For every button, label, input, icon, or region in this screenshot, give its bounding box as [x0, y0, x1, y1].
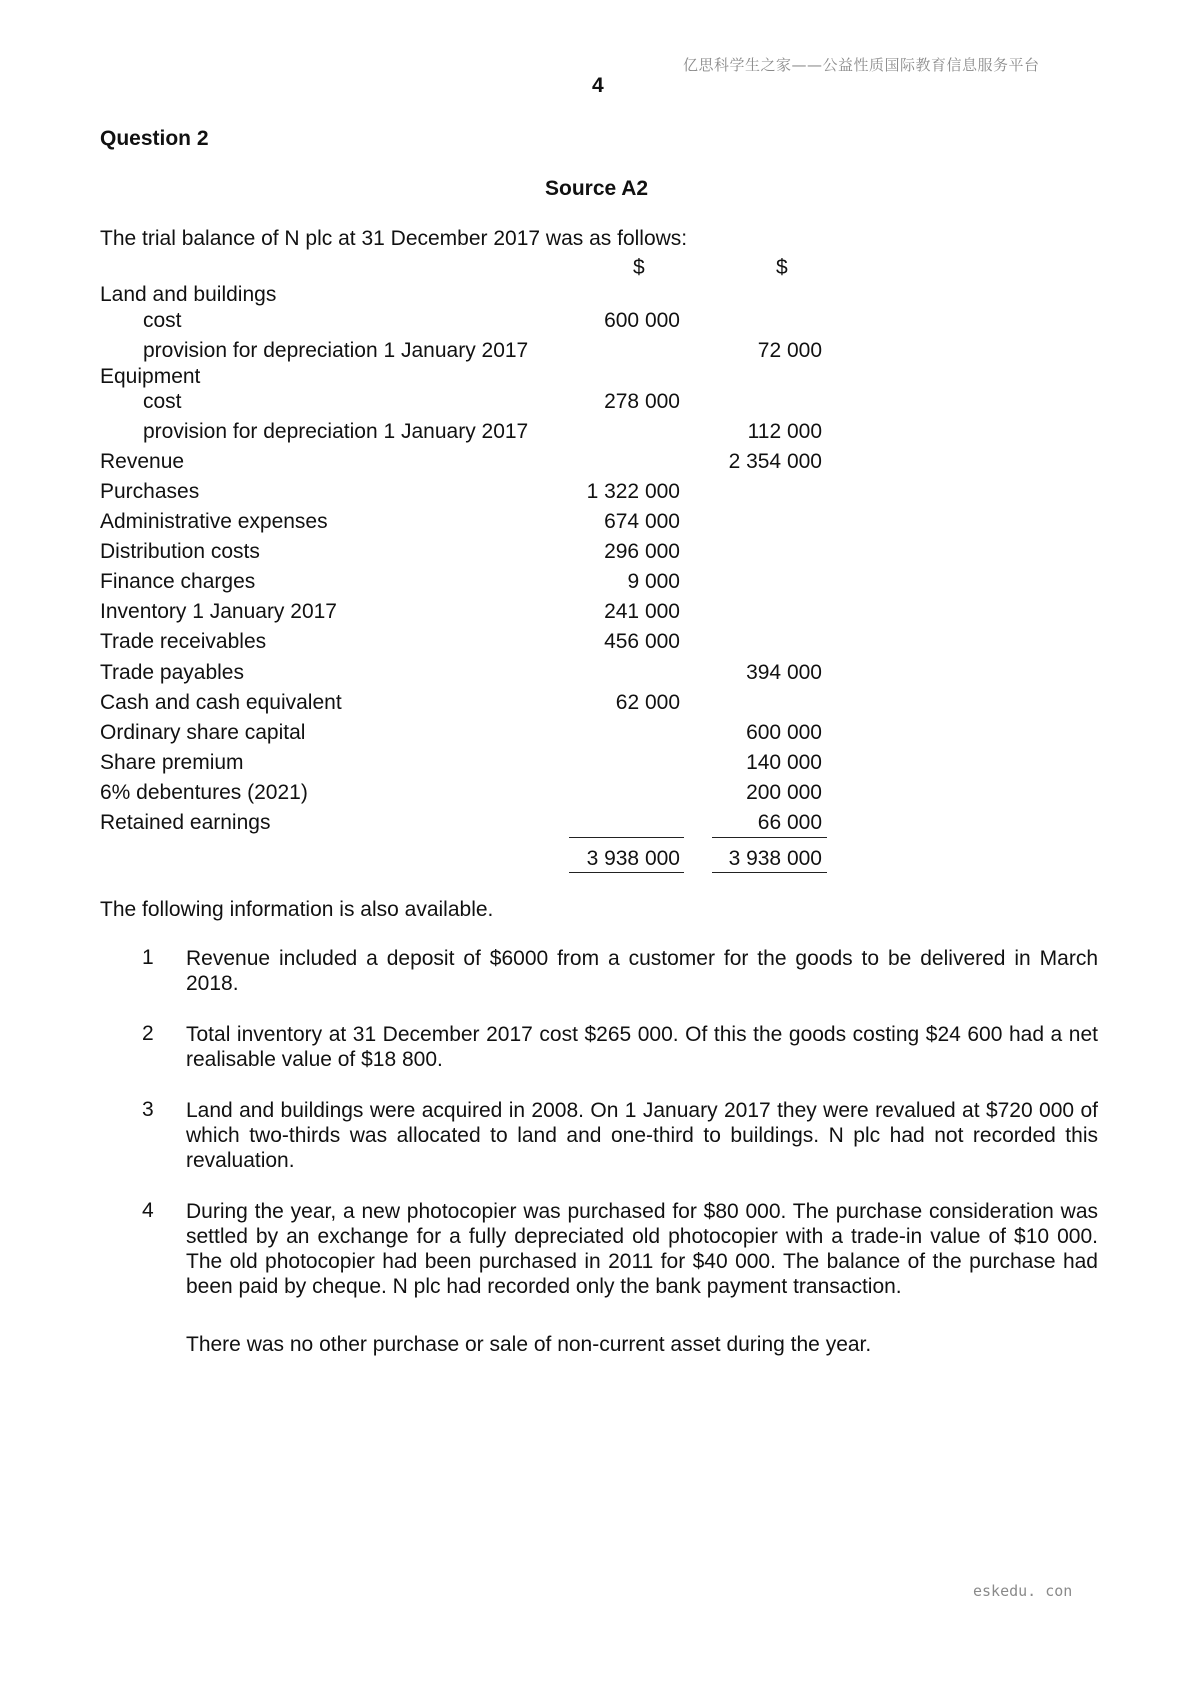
account-label: Inventory 1 January 2017	[100, 600, 337, 623]
account-label: Trade payables	[100, 661, 244, 684]
closing-note: There was no other purchase or sale of non-current asset during the year.	[186, 1333, 872, 1356]
note-text: During the year, a new photocopier was purchased for $80 000. The purchase consideration was settled by an exchange for a fully depreciated old photocopier with a trade-in value of $10 000. The old photocopier had been purchased in 2011 for $40 000. The balance of the purchase had been paid by cheque. N plc had recorded only the bank payment transaction.	[186, 1200, 1098, 1298]
intro-text: The trial balance of N plc at 31 December 2017 was as follows:	[100, 227, 688, 250]
trial-balance-row	[100, 661, 830, 687]
debit-amount: 674 000	[604, 510, 680, 533]
page-number: 4	[592, 74, 604, 97]
debit-amount: 296 000	[604, 540, 680, 563]
account-label: Administrative expenses	[100, 510, 328, 533]
trial-balance-row	[100, 339, 830, 365]
credit-amount: 2 354 000	[728, 450, 822, 473]
trial-balance-row	[100, 420, 830, 446]
account-label: Purchases	[100, 480, 200, 503]
credit-total-rule	[712, 872, 827, 873]
debit-amount: 600 000	[604, 309, 680, 332]
trial-balance-row	[100, 365, 830, 391]
account-label: Equipment	[100, 365, 201, 388]
question-title: Question 2	[100, 127, 209, 150]
credit-amount: 112 000	[747, 420, 822, 443]
totals-row	[100, 847, 830, 873]
account-label: 6% debentures (2021)	[100, 781, 308, 804]
credit-subtotal-rule	[712, 837, 827, 838]
account-label: cost	[143, 309, 182, 332]
account-label: Share premium	[100, 751, 244, 774]
credit-amount: 394 000	[746, 661, 822, 684]
watermark-bottom: eskedu. con	[973, 1582, 1073, 1600]
trial-balance-row	[100, 480, 830, 506]
account-label: Ordinary share capital	[100, 721, 306, 744]
note-text: Total inventory at 31 December 2017 cost $265 000. Of this the goods costing $24 600 had a net realisable value of $18 800.	[186, 1023, 1098, 1071]
trial-balance-row	[100, 721, 830, 747]
credit-amount: 600 000	[746, 721, 822, 744]
trial-balance-row	[100, 811, 830, 837]
trial-balance-row	[100, 600, 830, 626]
account-label: Trade receivables	[100, 630, 267, 653]
credit-total: 3 938 000	[728, 847, 822, 870]
debit-amount: 241 000	[604, 600, 680, 623]
source-title: Source A2	[545, 177, 649, 200]
trial-balance-row	[100, 390, 830, 416]
credit-amount: 140 000	[746, 751, 822, 774]
trial-balance-row	[100, 691, 830, 717]
trial-balance-row	[100, 751, 830, 777]
account-label: Revenue	[100, 450, 185, 473]
trial-balance-row	[100, 510, 830, 536]
account-label: provision for depreciation 1 January 2017	[143, 420, 529, 443]
credit-amount: 72 000	[757, 339, 822, 362]
watermark-top: 亿思科学生之家——公益性质国际教育信息服务平台	[683, 56, 1040, 74]
debit-amount: 62 000	[615, 691, 680, 714]
note-number: 4	[142, 1199, 154, 1222]
note-number: 3	[142, 1098, 154, 1121]
note-number: 2	[142, 1022, 154, 1045]
credit-amount: 200 000	[746, 781, 822, 804]
debit-subtotal-rule	[569, 837, 684, 838]
account-label: Cash and cash equivalent	[100, 691, 342, 714]
also-available-text: The following information is also available.	[100, 898, 494, 921]
trial-balance-row	[100, 309, 830, 335]
trial-balance-row	[100, 283, 830, 309]
debit-currency-header: $	[633, 256, 645, 279]
credit-currency-header: $	[776, 256, 788, 279]
note-number: 1	[142, 946, 154, 969]
debit-amount: 456 000	[604, 630, 680, 653]
account-label: Distribution costs	[100, 540, 260, 563]
account-label: Retained earnings	[100, 811, 271, 834]
trial-balance-row	[100, 570, 830, 596]
currency-header-row	[100, 256, 830, 282]
debit-total-rule	[569, 872, 684, 873]
trial-balance-row	[100, 450, 830, 476]
debit-amount: 9 000	[627, 570, 680, 593]
note-text: Land and buildings were acquired in 2008. On 1 January 2017 they were revalued at $720 000 of which two-thirds was allocated to land and one-third to buildings. N plc had not recorded this revaluation.	[186, 1099, 1098, 1172]
debit-amount: 278 000	[604, 390, 680, 413]
trial-balance-row	[100, 781, 830, 807]
credit-amount: 66 000	[757, 811, 822, 834]
trial-balance-row	[100, 540, 830, 566]
account-label: provision for depreciation 1 January 2017	[143, 339, 529, 362]
account-label: Finance charges	[100, 570, 256, 593]
account-label: cost	[143, 390, 182, 413]
debit-amount: 1 322 000	[586, 480, 680, 503]
note-text: Revenue included a deposit of $6000 from a customer for the goods to be delivered in March 2018.	[186, 947, 1098, 995]
debit-total: 3 938 000	[586, 847, 680, 870]
account-label: Land and buildings	[100, 283, 277, 306]
trial-balance-row	[100, 630, 830, 656]
